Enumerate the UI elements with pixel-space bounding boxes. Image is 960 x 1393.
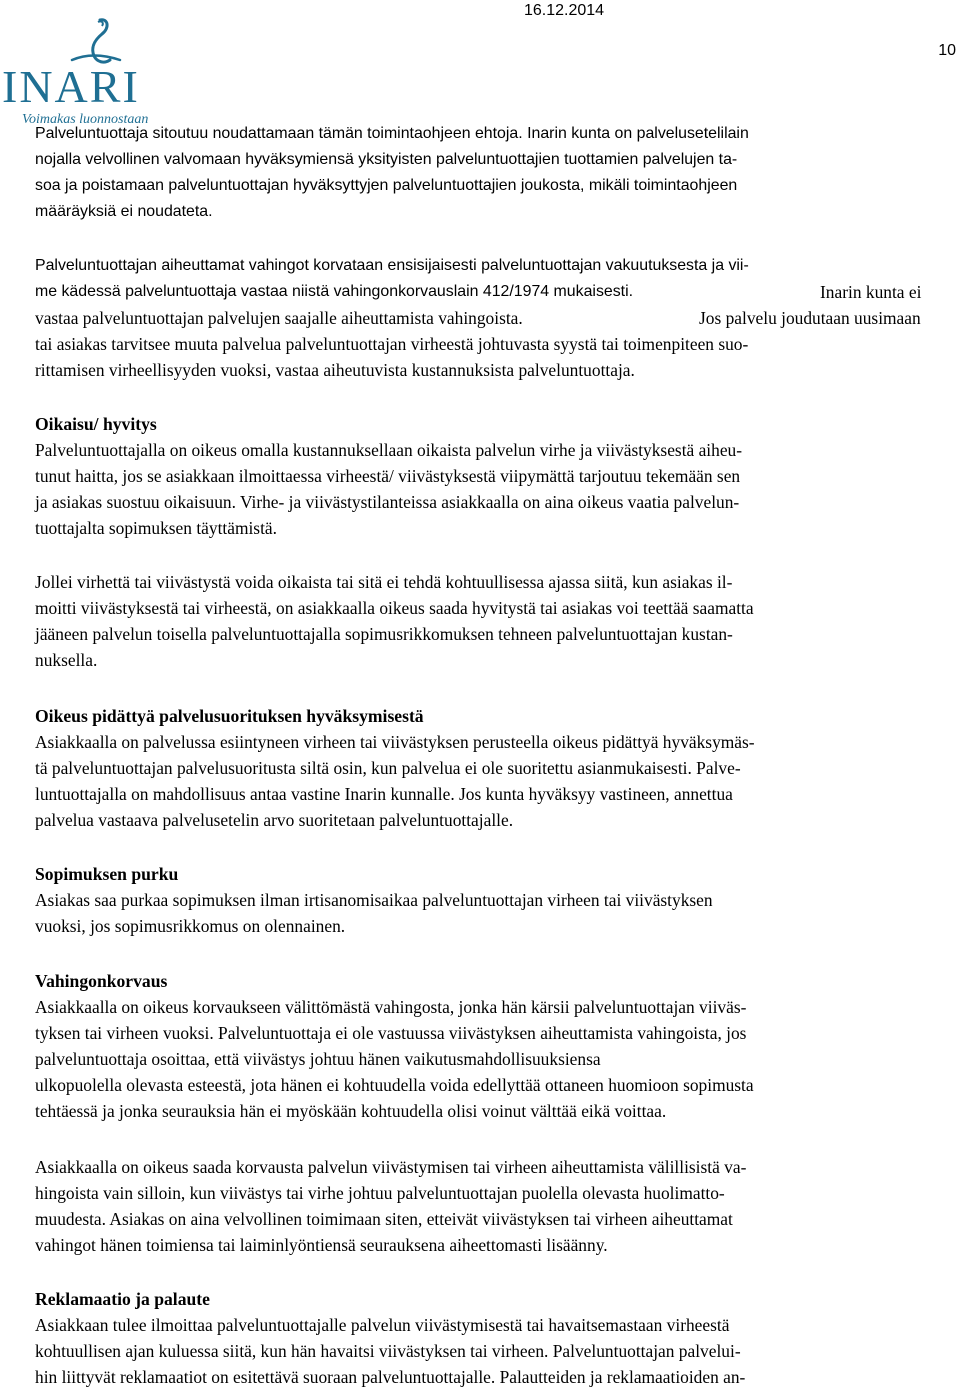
paragraph-line: me kädessä palveluntuottaja vastaa niistä vahingonkorvauslain 412/1974 mukaisesti. — [35, 283, 634, 300]
paragraph-line: Palveluntuottaja sitoutuu noudattamaan tämän toimintaohjeen ehtoja. Inarin kunta on palvelusetelilain — [35, 125, 749, 142]
paragraph-line: palveluntuottaja osoittaa, että viivästys johtuu hänen vaikutusmahdollisuuksiensa — [35, 1049, 601, 1069]
paragraph-line: tuottajalta sopimuksen täyttämistä. — [35, 518, 277, 538]
paragraph-line: Jos palvelu joudutaan uusimaan — [699, 308, 921, 328]
section-heading: Sopimuksen purku — [35, 864, 179, 884]
paragraph-line: palvelua vastaava palvelusetelin arvo suoritetaan palveluntuottajalle. — [35, 810, 514, 830]
logo-tagline: Voimakas luonnostaan — [22, 112, 149, 127]
paragraph-line: hingoista vain silloin, kun viivästys tai virhe johtuu palveluntuottajan puolella olevasta huolimatto- — [35, 1183, 725, 1203]
paragraph-line: ulkopuolella olevasta esteestä, jota hänen ei kohtuudella voida edellyttää ottaneen huomioon sopimusta — [35, 1075, 754, 1095]
inari-logo — [2, 14, 174, 127]
paragraph-line: Inarin kunta ei — [820, 282, 922, 302]
paragraph-line: tehtäessä ja jonka seurauksia hän ei myöskään kohtuudella olisi voinut välttää eikä voittaa. — [35, 1101, 667, 1121]
paragraph-line: rittamisen virheellisyyden vuoksi, vastaa aiheutuvista kustannuksista palveluntuottaja. — [35, 360, 635, 380]
paragraph-line: jääneen palvelun toisella palveluntuottajalla sopimusrikkomuksen tehneen palveluntuottajan kustan- — [35, 624, 733, 644]
paragraph-line: vahingot hänen toimiensa tai laiminlyöntiensä seurauksena aiheettomasti lisäänny. — [35, 1235, 608, 1255]
paragraph-line: Palveluntuottajan aiheuttamat vahingot korvataan ensisijaisesti palveluntuottajan vakuutuksesta ja vii- — [35, 257, 749, 274]
page-number: 10 — [938, 42, 956, 59]
header-date: 16.12.2014 — [524, 2, 605, 19]
paragraph-line: Asiakkaan tulee ilmoittaa palveluntuottajalle palvelun viivästymisestä tai havaitsemastaan virheestä — [35, 1315, 730, 1335]
paragraph-line: muudesta. Asiakas on aina velvollinen toimimaan siten, etteivät viivästyksen tai virheen aiheuttamat — [35, 1209, 733, 1229]
paragraph-line: määräyksiä ei noudateta. — [35, 203, 213, 220]
paragraph-line: moitti viivästyksestä tai virheestä, on asiakkaalla oikeus saada hyvitystä tai asiakas voi teettää saamatta — [35, 598, 754, 618]
paragraph-line: vastaa palveluntuottajan palvelujen saajalle aiheuttamista vahingoista. — [35, 308, 523, 328]
paragraph-line: Asiakkaalla on oikeus korvaukseen välittömästä vahingosta, jonka hän kärsii palveluntuottajan viiväs- — [35, 997, 747, 1017]
paragraph-line: vuoksi, jos sopimusrikkomus on olennainen. — [35, 916, 346, 936]
paragraph-line: tyksen tai virheen vuoksi. Palveluntuottaja ei ole vastuussa viivästyksen aiheuttamista vahingoista, jos — [35, 1023, 747, 1043]
paragraph-line: soa ja poistamaan palveluntuottajan hyväksyttyjen palveluntuottajien joukosta, mikäli toimintaohjeen — [35, 177, 738, 194]
paragraph-line: Palveluntuottajalla on oikeus omalla kustannuksellaan oikaista palvelun virhe ja viivästyksestä aiheu- — [35, 440, 743, 460]
paragraph-line: kohtuullisen ajan kuluessa siitä, kun hän havaitsi viivästyksen tai virheen. Palveluntuottajan palvelui- — [35, 1341, 741, 1361]
paragraph-line: tai asiakas tarvitsee muuta palvelua palveluntuottajan virheestä johtuvasta syystä tai toimenpiteen suo- — [35, 334, 749, 354]
paragraph-line: ja asiakas suostuu oikaisuun. Virhe- ja viivästystilanteissa asiakkaalla on aina oikeus vaatia palvelun- — [35, 492, 740, 512]
logo-wordmark: INARI — [2, 61, 140, 112]
section-heading: Oikaisu/ hyvitys — [35, 414, 157, 434]
paragraph-line: Asiakkaalla on palvelussa esiintyneen virheen tai viivästyksen perusteella oikeus pidättyä hyväksymäs- — [35, 732, 755, 752]
section-heading: Vahingonkorvaus — [35, 971, 168, 991]
paragraph-line: tunut haitta, jos se asiakkaan ilmoittaessa virheestä/ viivästyksestä viipymättä tarjoutuu tekemään sen — [35, 466, 741, 486]
paragraph-line: hin liittyvät reklamaatiot on esitettävä suoraan palveluntuottajalle. Palautteiden ja reklamaatioiden an- — [35, 1367, 746, 1387]
paragraph-line: tä palveluntuottajan palvelusuoritusta siltä osin, kun palvelua ei ole suoritettu asianmukaisesti. Palve- — [35, 758, 741, 778]
paragraph-line: luntuottajalla on mahdollisuus antaa vastine Inarin kunnalle. Jos kunta hyväksyy vastineen, annettua — [35, 784, 733, 804]
paragraph-line: Asiakas saa purkaa sopimuksen ilman irtisanomisaikaa palveluntuottajan virheen tai viivästyksen — [35, 890, 713, 910]
paragraph-line: nojalla velvollinen valvomaan hyväksymiensä yksityisten palveluntuottajien tuottamien palvelujen ta- — [35, 151, 738, 168]
paragraph-line: Jollei virhettä tai viivästystä voida oikaista tai sitä ei tehdä kohtuullisessa ajassa siitä, kun asiakas il- — [35, 572, 733, 592]
paragraph-line: nuksella. — [35, 650, 98, 670]
swan-icon — [2, 14, 174, 66]
paragraph-line: Asiakkaalla on oikeus saada korvausta palvelun viivästymisen tai virheen aiheuttamista välillisistä va- — [35, 1157, 747, 1177]
section-heading: Oikeus pidättyä palvelusuorituksen hyväksymisestä — [35, 706, 424, 726]
section-heading: Reklamaatio ja palaute — [35, 1289, 210, 1309]
